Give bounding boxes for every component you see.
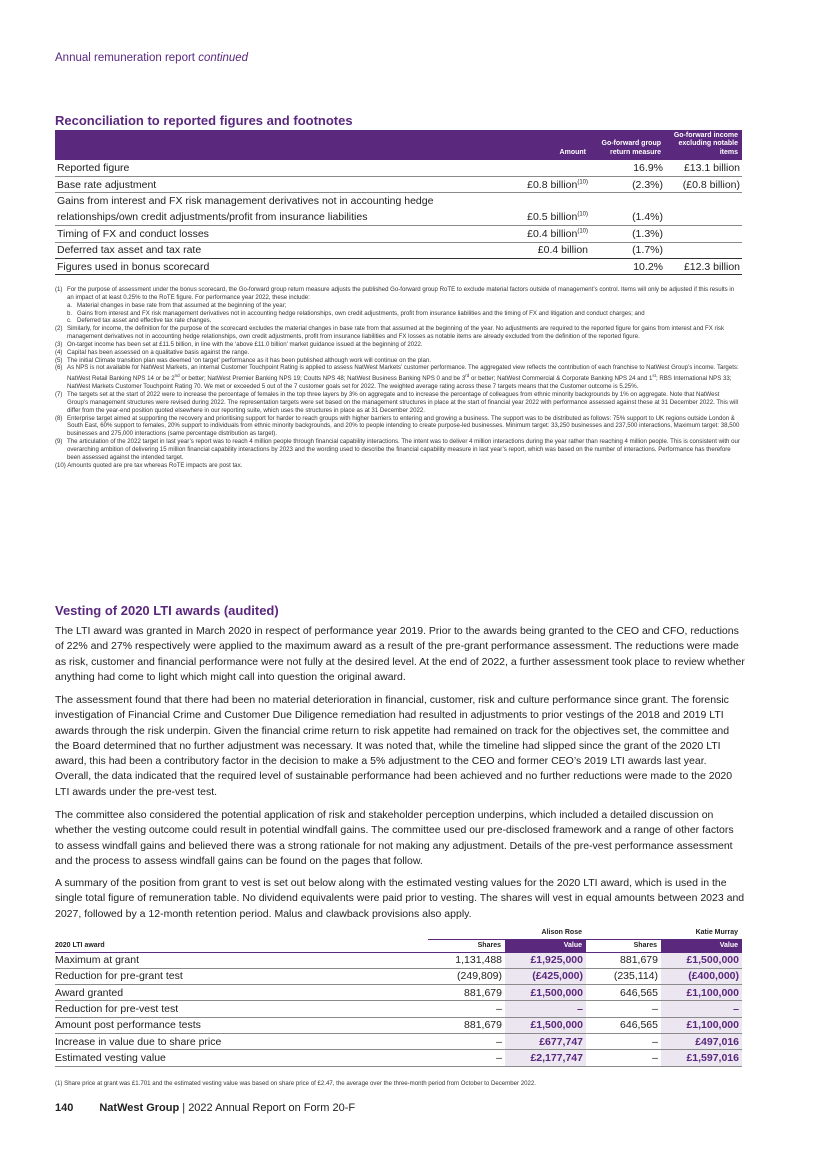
- lti-shares-1: –: [428, 1001, 505, 1017]
- table-row: [55, 1050, 742, 1066]
- footnote-9: (9) The articulation of the 2022 target in last year’s report was to reach 4 million people through financial capability interactions. The intent was to deliver 4 million interactions during the year rather than reaching 4 million people. This is consistent with our overarching ambition of delivering 15 million financial capability interactions by 2023 and the wording used to describe the financial capability measure in last year’s report, which was based on the number of interactions. Performance has therefore been assessed against the intended target.: [55, 438, 740, 461]
- lti-person-1: Alison Rose: [541, 929, 582, 937]
- lti-value-1: £2,177,747: [505, 1050, 586, 1066]
- lti-row-label: Increase in value due to share price: [55, 1033, 428, 1049]
- footnote-5: (5) The initial Climate transition plan was deemed ‘on target’ performance as it has been published although work will continue on the plan.: [55, 356, 431, 364]
- reconciliation-header-row: [55, 130, 742, 160]
- footnote-2: (2) Similarly, for income, the definition for the purpose of the scorecard excludes the material changes in base rate from that assumed at the beginning of the year. No adjustments are required to the reported figure for gains from interest and FX risk management derivatives not in accounting hedge relationships, own credit adjustments, profit from insurance liabilities and FX losses as notable items are already excluded from the definition of the reported figure.: [55, 325, 725, 341]
- table-row: [55, 952, 742, 968]
- lti-shares-1: 881,679: [428, 985, 505, 1001]
- reconciliation-table: [55, 130, 742, 275]
- lti-value-2: –: [661, 1001, 742, 1017]
- lti-value-1: (£425,000): [505, 968, 586, 984]
- lti-shares-2: –: [586, 1001, 661, 1017]
- lti-row-label: Award granted: [55, 985, 428, 1001]
- footnote-6: (6) As NPS is not available for NatWest Markets, an internal Customer Touchpoint Rating is applied to assess NatWest Markets’ customer performance. The aggregated view reflects the contribution of each franchise to NatWest Group’s income. Targets: NatWest Retail Banking NPS 14 or be 2nd or better; NatWest Premier Banking NPS 19; Coutts NPS 48; NatWest Business Banking NPS 0 and be 3rd or better; NatWest Commercial & Corporate Banking NPS 24 and 1st; RBS International NPS 33; NatWest Markets Customer Touchpoint Rating 70. We met or exceeded 5 out of the 7 customer goals set for 2022. The weighted average rating across these 7 targets means that the Customer outcome is 5.25%.: [55, 364, 739, 391]
- lti-value-2: £1,597,016: [661, 1050, 742, 1066]
- lti-value-1: £1,925,000: [505, 952, 586, 968]
- lti-shares-1: 1,131,488: [428, 952, 505, 968]
- lti-col-shares-2: Shares: [586, 939, 661, 952]
- table-row: [55, 242, 742, 258]
- table-row-total: [55, 259, 742, 275]
- lti-shares-2: 881,679: [586, 952, 661, 968]
- lti-value-2: (£400,000): [661, 968, 742, 984]
- row-amount: £0.5 billion$^{(10)}$: [475, 209, 590, 225]
- row-amount: £0.8 billion$^{(10)}$: [475, 177, 590, 193]
- lti-value-2: £1,100,000: [661, 1017, 742, 1033]
- reconciliation-title: Reconciliation to reported figures and footnotes: [55, 113, 353, 128]
- lti-shares-1: –: [428, 1033, 505, 1049]
- vesting-paragraph-1: The LTI award was granted in March 2020 in respect of performance year 2019. Prior to the awards being granted to the CEO and CFO, reductions of 22% and 27% respectively were applied to the maximum award as a result of the pre-grant performance assessment. The reductions were made as risk, customer and financial performance were not fully at the desired level. At the end of 2022, a further assessment took place to review whether anything had come to light which might call into question the original award.: [55, 625, 745, 683]
- vesting-paragraph-2: The assessment found that there had been no material deterioration in financial, customer, risk and culture performance since grant. The forensic investigation of Financial Crime and Customer Due Diligence remediation had resulted in adjustments to prior vestings of the 2018 and 2019 LTI awards through the risk underpin. Given the financial crime return to risk appetite had remained on track for the objectives set, the committee and the Board determined that no further adjustment was necessary. It was noted that, while the timeline had slipped since the grant of the 2020 LTI award, this had been a contributory factor in the decision to make a 5% adjustment to the CEO and former CEO’s 2019 LTI awards last year. Overall, the data indicated that the required level of sustainable performance had been achieved and no further reductions were made to the 2020 LTI awards under the pre-vest test.: [55, 694, 733, 798]
- lti-value-1: £1,500,000: [505, 1017, 586, 1033]
- vesting-paragraph-4: A summary of the position from grant to vest is set out below along with the estimated vesting values for the 2020 LTI award, which is used in the single total figure of remuneration table. No dividend equivalents were paid prior to vesting. The shares will vest in equal amounts between 2023 and 2027, followed by a 12-month retention period. Malus and clawback provisions also apply.: [55, 877, 745, 920]
- row-label: Timing of FX and conduct losses: [55, 226, 475, 242]
- row-amount: [475, 193, 590, 209]
- row-label: Figures used in bonus scorecard: [55, 259, 475, 275]
- row-label: Base rate adjustment: [55, 177, 475, 193]
- lti-col-shares-1: Shares: [428, 939, 505, 952]
- vesting-title: Vesting of 2020 LTI awards (audited): [55, 603, 279, 618]
- row-rote: [590, 193, 665, 209]
- col-amount: Amount: [475, 130, 590, 160]
- lti-value-2: £1,500,000: [661, 952, 742, 968]
- row-income: (£0.8 billion): [665, 177, 742, 193]
- lti-shares-2: 646,565: [586, 1017, 661, 1033]
- table-row: [55, 1017, 742, 1033]
- lti-person-2: Katie Murray: [695, 929, 738, 937]
- row-income: £13.1 billion: [665, 160, 742, 176]
- footer-company: NatWest Group: [99, 1102, 180, 1114]
- table-row: [55, 160, 742, 176]
- table-row: [55, 1033, 742, 1049]
- footnote-1: (1) For the purpose of assessment under the bonus scorecard, the Go-forward group return measure adjusts the published Go-forward group RoTE to exclude material factors outside of management’s control. Items will only be adjusted if this results in an impact of at least 0.25% to the RoTE figure. For performance year 2022, these include: a. Material changes in base rate from that assumed at the beginning of the year; b. Gains from interest and FX risk management derivatives not in accounting hedge relationships, own credit adjustments, profit from insurance liabilities and the timing of FX and litigation and conduct charges; and c. Deferred tax asset and effective tax rate changes.: [55, 286, 742, 325]
- vesting-paragraph-3: The committee also considered the potential application of risk and stakeholder perception underpins, which included a detailed discussion on whether the vesting outcome could result in potential windfall gains. The committee used our pre-disclosed framework and a range of other factors to assess windfall gains and believed there was a strong rationale for not making any adjustment. Details of the pre-vest performance assessment and the process to assess windfall gains can be found on the pages that follow.: [55, 809, 734, 867]
- row-income: [665, 193, 742, 209]
- lti-header-row: [55, 939, 742, 952]
- row-rote: 10.2%: [590, 259, 665, 275]
- row-income: £12.3 billion: [665, 259, 742, 275]
- page-footer: [55, 1102, 355, 1114]
- lti-value-1: –: [505, 1001, 586, 1017]
- footnotes: [55, 286, 742, 469]
- lti-value-1: £1,500,000: [505, 985, 586, 1001]
- row-amount: [475, 259, 590, 275]
- lti-row-label: Maximum at grant: [55, 952, 428, 968]
- footnote-3: (3) On-target income has been set at £11.5 billion, in line with the ‘above £11.0 billion’ market guidance issued at the beginning of 2022.: [55, 340, 423, 348]
- running-header: [55, 52, 248, 64]
- lti-shares-2: (235,114): [586, 968, 661, 984]
- lti-shares-1: –: [428, 1050, 505, 1066]
- lti-shares-2: –: [586, 1033, 661, 1049]
- reconciliation-header-blank: [55, 130, 475, 160]
- lti-col-value-1: Value: [505, 939, 586, 952]
- table-row: [55, 226, 742, 242]
- lti-row-header: 2020 LTI award: [55, 939, 428, 952]
- table-row: [55, 193, 742, 209]
- footnote-7: (7) The targets set at the start of 2022 were to increase the percentage of females in the top three layers by 3% on aggregate and to increase the percentage of colleagues from ethnic minority backgrounds by 1% on aggregate. Note that NatWest Group’s management structures were revised during 2022. The representation targets were set based on the management structures in place at the start of financial year 2022 with performance assessed against these at 31 December 2022. This will differ from the year-end position quoted elsewhere in our reporting suite, which uses the structures in place as at 31 December 2022.: [55, 391, 739, 414]
- lti-shares-1: (249,809): [428, 968, 505, 984]
- row-rote: 16.9%: [590, 160, 665, 176]
- lti-row-label: Reduction for pre-grant test: [55, 968, 428, 984]
- lti-shares-1: 881,679: [428, 1017, 505, 1033]
- lti-group-header-row: [55, 927, 742, 939]
- col-rote: Go-forward group return measure: [590, 130, 665, 160]
- row-label: Gains from interest and FX risk management derivatives not in accounting hedge: [57, 195, 434, 208]
- page-number: 140: [55, 1102, 74, 1114]
- row-amount: £0.4 billion$^{(10)}$: [475, 226, 590, 242]
- table-row: [55, 985, 742, 1001]
- row-income: [665, 226, 742, 242]
- header-suffix: continued: [198, 52, 249, 64]
- row-amount: £0.4 billion: [475, 242, 590, 258]
- lti-row-label: Estimated vesting value: [55, 1050, 428, 1066]
- lti-value-2: £497,016: [661, 1033, 742, 1049]
- lti-shares-2: 646,565: [586, 985, 661, 1001]
- row-rote: (1.3%): [590, 226, 665, 242]
- footnote-1b: b. Gains from interest and FX risk management derivatives not in accounting hedge relationships, own credit adjustments, profit from insurance liabilities and the timing of FX and litigation and conduct charges; and: [67, 309, 645, 317]
- row-income: [665, 242, 742, 258]
- row-label: relationships/own credit adjustments/profit from insurance liabilities: [55, 209, 475, 225]
- col-income: Go-forward income excluding notable items: [665, 130, 742, 160]
- footnote-10: (10) Amounts quoted are pre tax whereas RoTE impacts are post tax.: [55, 461, 243, 469]
- lti-value-1: £677,747: [505, 1033, 586, 1049]
- row-label: Reported figure: [55, 160, 475, 176]
- lti-col-value-2: Value: [661, 939, 742, 952]
- table-row: [55, 209, 742, 225]
- row-rote: (2.3%): [590, 177, 665, 193]
- table-row: [55, 177, 742, 193]
- row-label: Deferred tax asset and tax rate: [55, 242, 475, 258]
- lti-table: [55, 927, 742, 1067]
- lti-footnote: (1) Share price at grant was £1.701 and the estimated vesting value was based on share price of £2.47, the average over the three-month period from October to December 2022.: [55, 1080, 537, 1087]
- footer-report: | 2022 Annual Report on Form 20-F: [179, 1102, 356, 1114]
- header-title: Annual remuneration report: [55, 52, 195, 64]
- lti-row-label: Amount post performance tests: [55, 1017, 428, 1033]
- row-rote: (1.4%): [590, 209, 665, 225]
- lti-group-blank: [55, 927, 428, 939]
- row-income: [665, 209, 742, 225]
- lti-value-2: £1,100,000: [661, 985, 742, 1001]
- table-row: [55, 1001, 742, 1017]
- row-rote: (1.7%): [590, 242, 665, 258]
- lti-shares-2: –: [586, 1050, 661, 1066]
- footnote-1c: c. Deferred tax asset and effective tax rate changes.: [67, 317, 212, 325]
- lti-row-label: Reduction for pre-vest test: [55, 1001, 428, 1017]
- table-row: [55, 968, 742, 984]
- footnote-8: (8) Enterprise target aimed at supporting the recovery and prioritising support for harder to reach groups with higher barriers to entering and growing a business. The support was to be distributed as follows: 75% support to UK regions outside London & South East, 60% support to females, 20% support to individuals from ethnic minority backgrounds, and 20% to people intending to create purpose-led businesses. Minimum target: 33,250 businesses and 237,500 interactions, Maximum target: 38,500 businesses and 275,000 interactions (same percentage distribution as target).: [55, 414, 740, 438]
- footnote-4: (4) Capital has been assessed on a qualitative basis against the range.: [55, 348, 250, 356]
- row-amount: [475, 160, 590, 176]
- footnote-1a: a. Material changes in base rate from that assumed at the beginning of the year;: [67, 301, 287, 309]
